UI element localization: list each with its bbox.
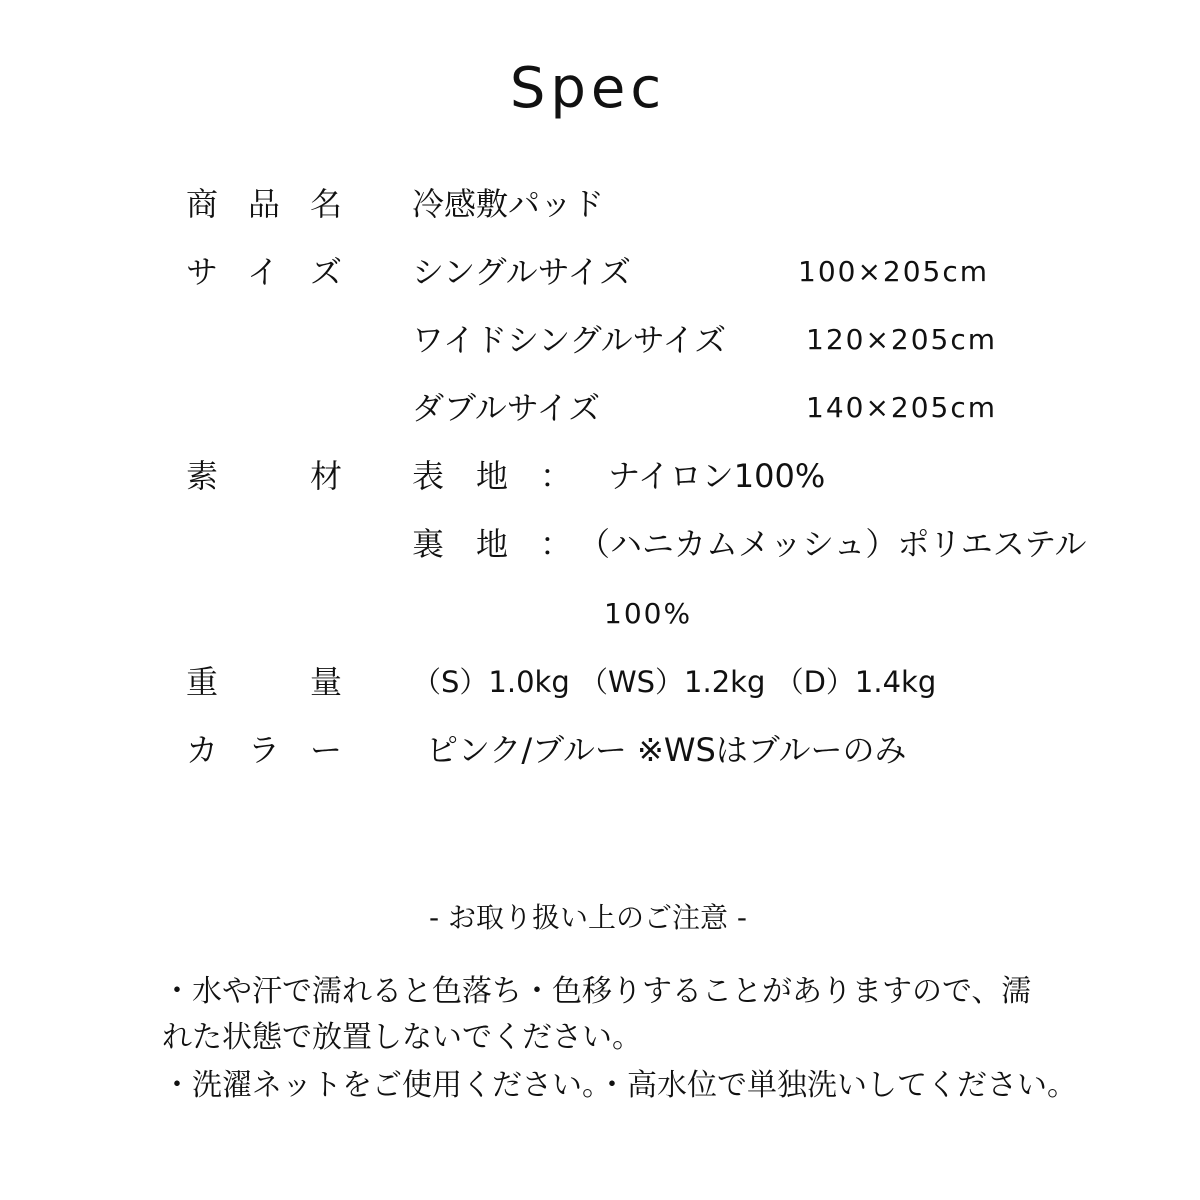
color-label: カラー xyxy=(186,731,342,769)
size-name-wide-single: ワイドシングルサイズ xyxy=(412,321,727,359)
notice-title: - お取り扱い上のご注意 - xyxy=(428,901,747,934)
notice-line: ・水や汗で濡れると色落ち・色移りすることがありますので、濡 xyxy=(162,974,1032,1009)
material-outer-label: 表 地 ： xyxy=(412,457,573,495)
size-dimension-double: 140×205cm xyxy=(806,391,998,424)
size-label: サイズ xyxy=(186,253,342,291)
page-title: Spec xyxy=(509,56,667,121)
notice-line: ・洗濯ネットをご使用ください。・高水位で単独洗いしてください。 xyxy=(162,1068,1077,1103)
color-value: ピンク/ブルー ※WSはブルーのみ xyxy=(426,731,907,769)
weight-label: 重量 xyxy=(186,663,342,701)
size-name-single: シングルサイズ xyxy=(412,253,632,291)
size-dimension-single: 100×205cm xyxy=(798,255,990,288)
material-inner-value-cont: 100% xyxy=(604,597,693,630)
material-inner-value: （ハニカムメッシュ）ポリエステル xyxy=(578,525,1087,563)
material-outer-value: ナイロン100% xyxy=(608,457,826,495)
notice-line: れた状態で放置しないでください。 xyxy=(162,1020,642,1055)
product-name-value: 冷感敷パッド xyxy=(412,185,605,223)
material-inner-label: 裏 地 ： xyxy=(412,525,573,563)
product-name-label: 商品名 xyxy=(186,185,342,223)
material-label: 素材 xyxy=(186,457,342,495)
size-dimension-wide-single: 120×205cm xyxy=(806,323,998,356)
weight-value: （S）1.0kg （WS）1.2kg （D）1.4kg xyxy=(412,665,937,699)
size-name-double: ダブルサイズ xyxy=(412,389,601,427)
